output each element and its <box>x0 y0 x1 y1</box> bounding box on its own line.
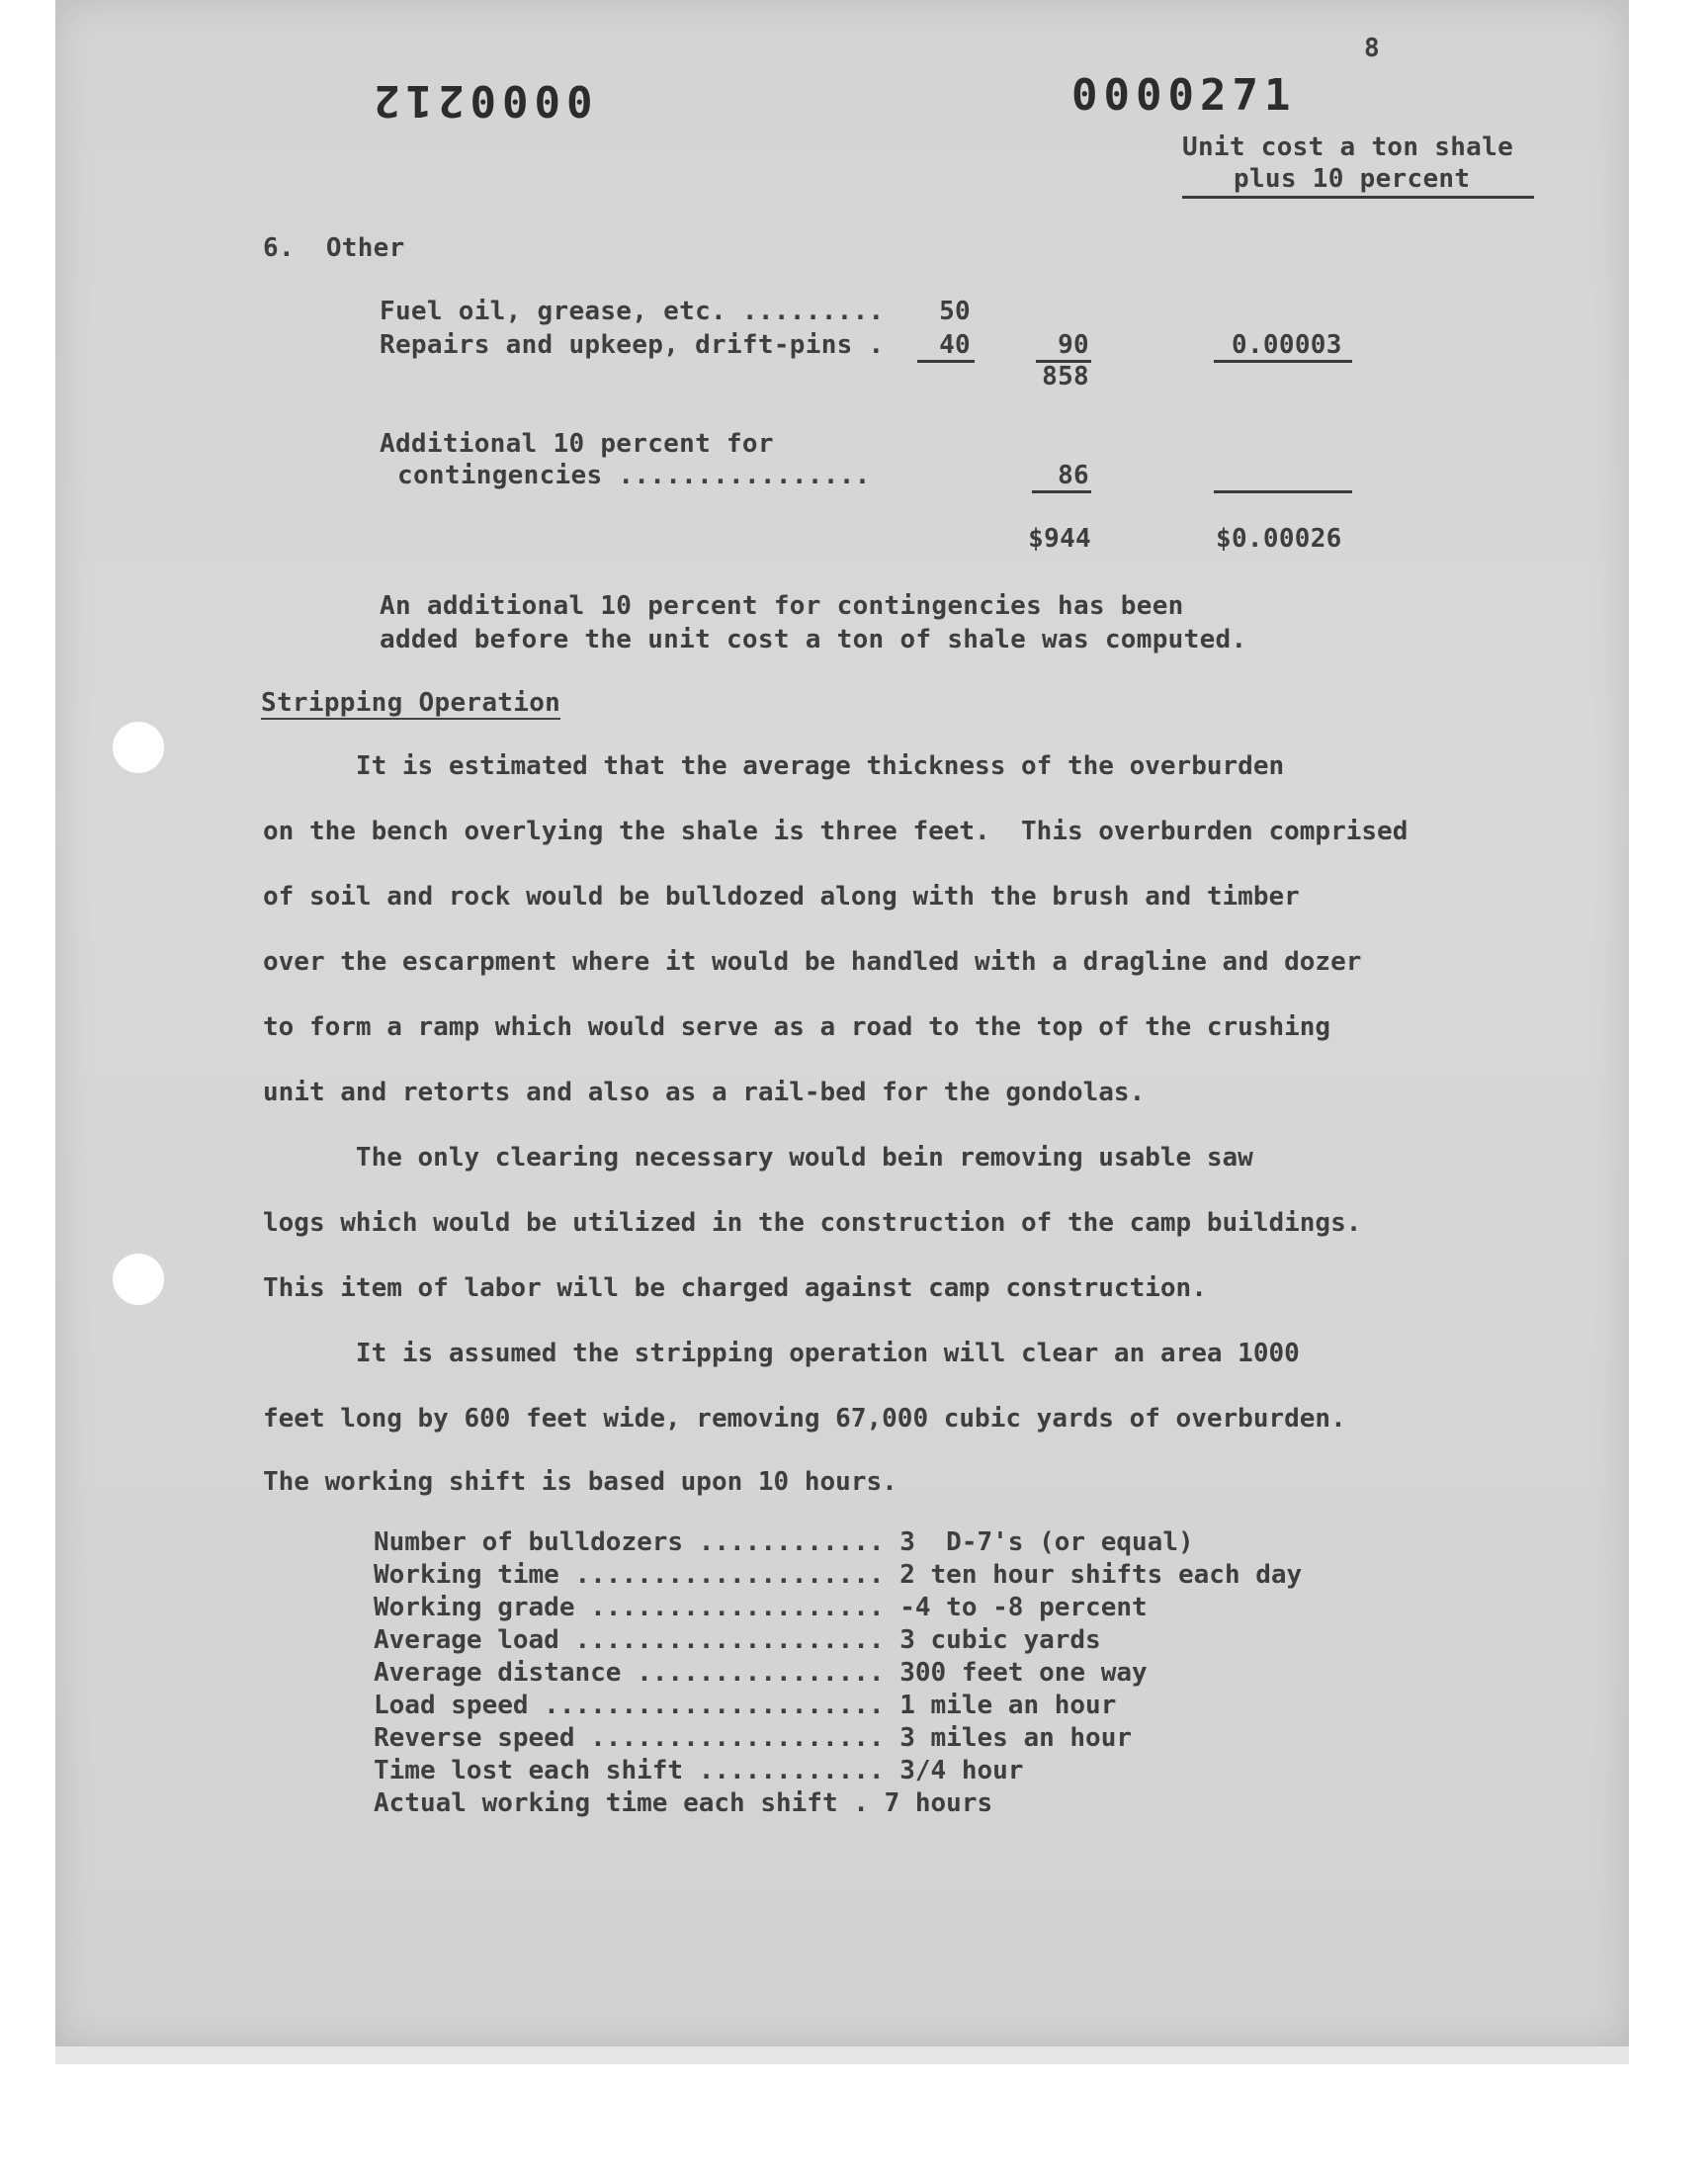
spec-value: 1 mile an hour <box>899 1691 1117 1720</box>
para2-line2: logs which would be utilized in the construction of the camp buildings. <box>263 1208 1362 1238</box>
scan-edge <box>55 2046 1629 2064</box>
para3-line1: It is assumed the stripping operation will clear an area 1000 <box>263 1339 1300 1368</box>
contingency-label-line1: Additional 10 percent for <box>380 429 774 459</box>
section-label: 6. Other <box>263 233 405 263</box>
column-header-underline <box>1182 196 1534 199</box>
spec-value: 3/4 hour <box>899 1756 1024 1785</box>
contingency-amount: 86 <box>1058 461 1089 490</box>
page-number: 8 <box>1364 34 1380 63</box>
para1-line6: unit and retorts and also as a rail-bed for the gondolas. <box>263 1078 1146 1107</box>
para1-line4: over the escarpment where it would be handled with a dragline and dozer <box>263 947 1362 977</box>
note-line1: An additional 10 percent for contingencies has been <box>380 591 1184 621</box>
spec-row <box>374 1526 1194 1559</box>
stamp-number: 0000271 <box>1071 70 1297 121</box>
unit-cost-value: 0.00003 <box>1232 330 1342 360</box>
note-line2: added before the unit cost a ton of shale was computed. <box>380 625 1247 654</box>
stripping-heading-text: Stripping Operation <box>261 688 561 718</box>
stripping-heading <box>261 688 560 720</box>
grand-total: $944 <box>1028 524 1091 554</box>
spec-value: 3 cubic yards <box>899 1625 1101 1655</box>
spec-value: 7 hours <box>884 1788 993 1818</box>
punch-hole-upper <box>113 722 164 773</box>
contingency-underline <box>1032 490 1091 493</box>
para3-line3: The working shift is based upon 10 hours. <box>263 1467 897 1497</box>
stamp-number-inverted: 0000212 <box>368 75 593 126</box>
subtotal-amount: 90 <box>1058 330 1089 360</box>
column-header-line1: Unit cost a ton shale <box>1182 132 1514 162</box>
items-underline <box>917 360 975 363</box>
spec-row <box>374 1657 1148 1690</box>
para2-line1: The only clearing necessary would bein removing usable saw <box>263 1143 1253 1173</box>
spec-value: 3 D-7's (or equal) <box>899 1527 1194 1557</box>
para1-line1: It is estimated that the average thickness of the overburden <box>263 751 1285 781</box>
spec-label: Actual working time each shift . <box>374 1788 869 1818</box>
spec-label: Number of bulldozers ............ <box>374 1527 885 1557</box>
spec-label: Average distance ................ <box>374 1658 885 1688</box>
column-header-line2: plus 10 percent <box>1234 164 1471 194</box>
spec-label: Reverse speed ................... <box>374 1723 885 1753</box>
spec-label: Working grade ................... <box>374 1593 885 1622</box>
item-amount-repairs: 40 <box>939 330 971 360</box>
para1-line2: on the bench overlying the shale is three feet. This overburden comprised <box>263 817 1409 846</box>
spec-value: 300 feet one way <box>899 1658 1148 1688</box>
para1-line3: of soil and rock would be bulldozed along with the brush and timber <box>263 882 1300 912</box>
spec-label: Average load .................... <box>374 1625 885 1655</box>
spec-value: -4 to -8 percent <box>899 1593 1148 1622</box>
spec-label: Load speed ...................... <box>374 1691 885 1720</box>
contingency-unit-blank <box>1214 490 1352 493</box>
para1-line5: to form a ramp which would serve as a road to the top of the crushing <box>263 1012 1331 1042</box>
spec-row <box>374 1787 992 1820</box>
spec-row <box>374 1559 1302 1592</box>
spec-value: 2 ten hour shifts each day <box>899 1560 1303 1590</box>
para3-line2: feet long by 600 feet wide, removing 67,000 cubic yards of overburden. <box>263 1404 1346 1434</box>
item-label-fuel: Fuel oil, grease, etc. ......... <box>380 297 885 326</box>
unit-cost-underline <box>1214 360 1352 363</box>
spec-label: Working time .................... <box>374 1560 885 1590</box>
punch-hole-lower <box>113 1254 164 1305</box>
item-amount-fuel: 50 <box>939 297 971 326</box>
grand-unit-cost: $0.00026 <box>1216 524 1342 554</box>
spec-row <box>374 1722 1132 1755</box>
spec-value: 3 miles an hour <box>899 1723 1133 1753</box>
item-label-repairs: Repairs and upkeep, drift-pins . <box>380 330 885 360</box>
para2-line3: This item of labor will be charged against camp construction. <box>263 1273 1207 1303</box>
running-total: 858 <box>1042 362 1089 392</box>
spec-row <box>374 1690 1116 1722</box>
contingency-label-line2: contingencies ................ <box>397 461 871 490</box>
spec-row <box>374 1624 1101 1657</box>
spec-row <box>374 1755 1023 1787</box>
spec-row <box>374 1592 1148 1624</box>
spec-label: Time lost each shift ............ <box>374 1756 885 1785</box>
